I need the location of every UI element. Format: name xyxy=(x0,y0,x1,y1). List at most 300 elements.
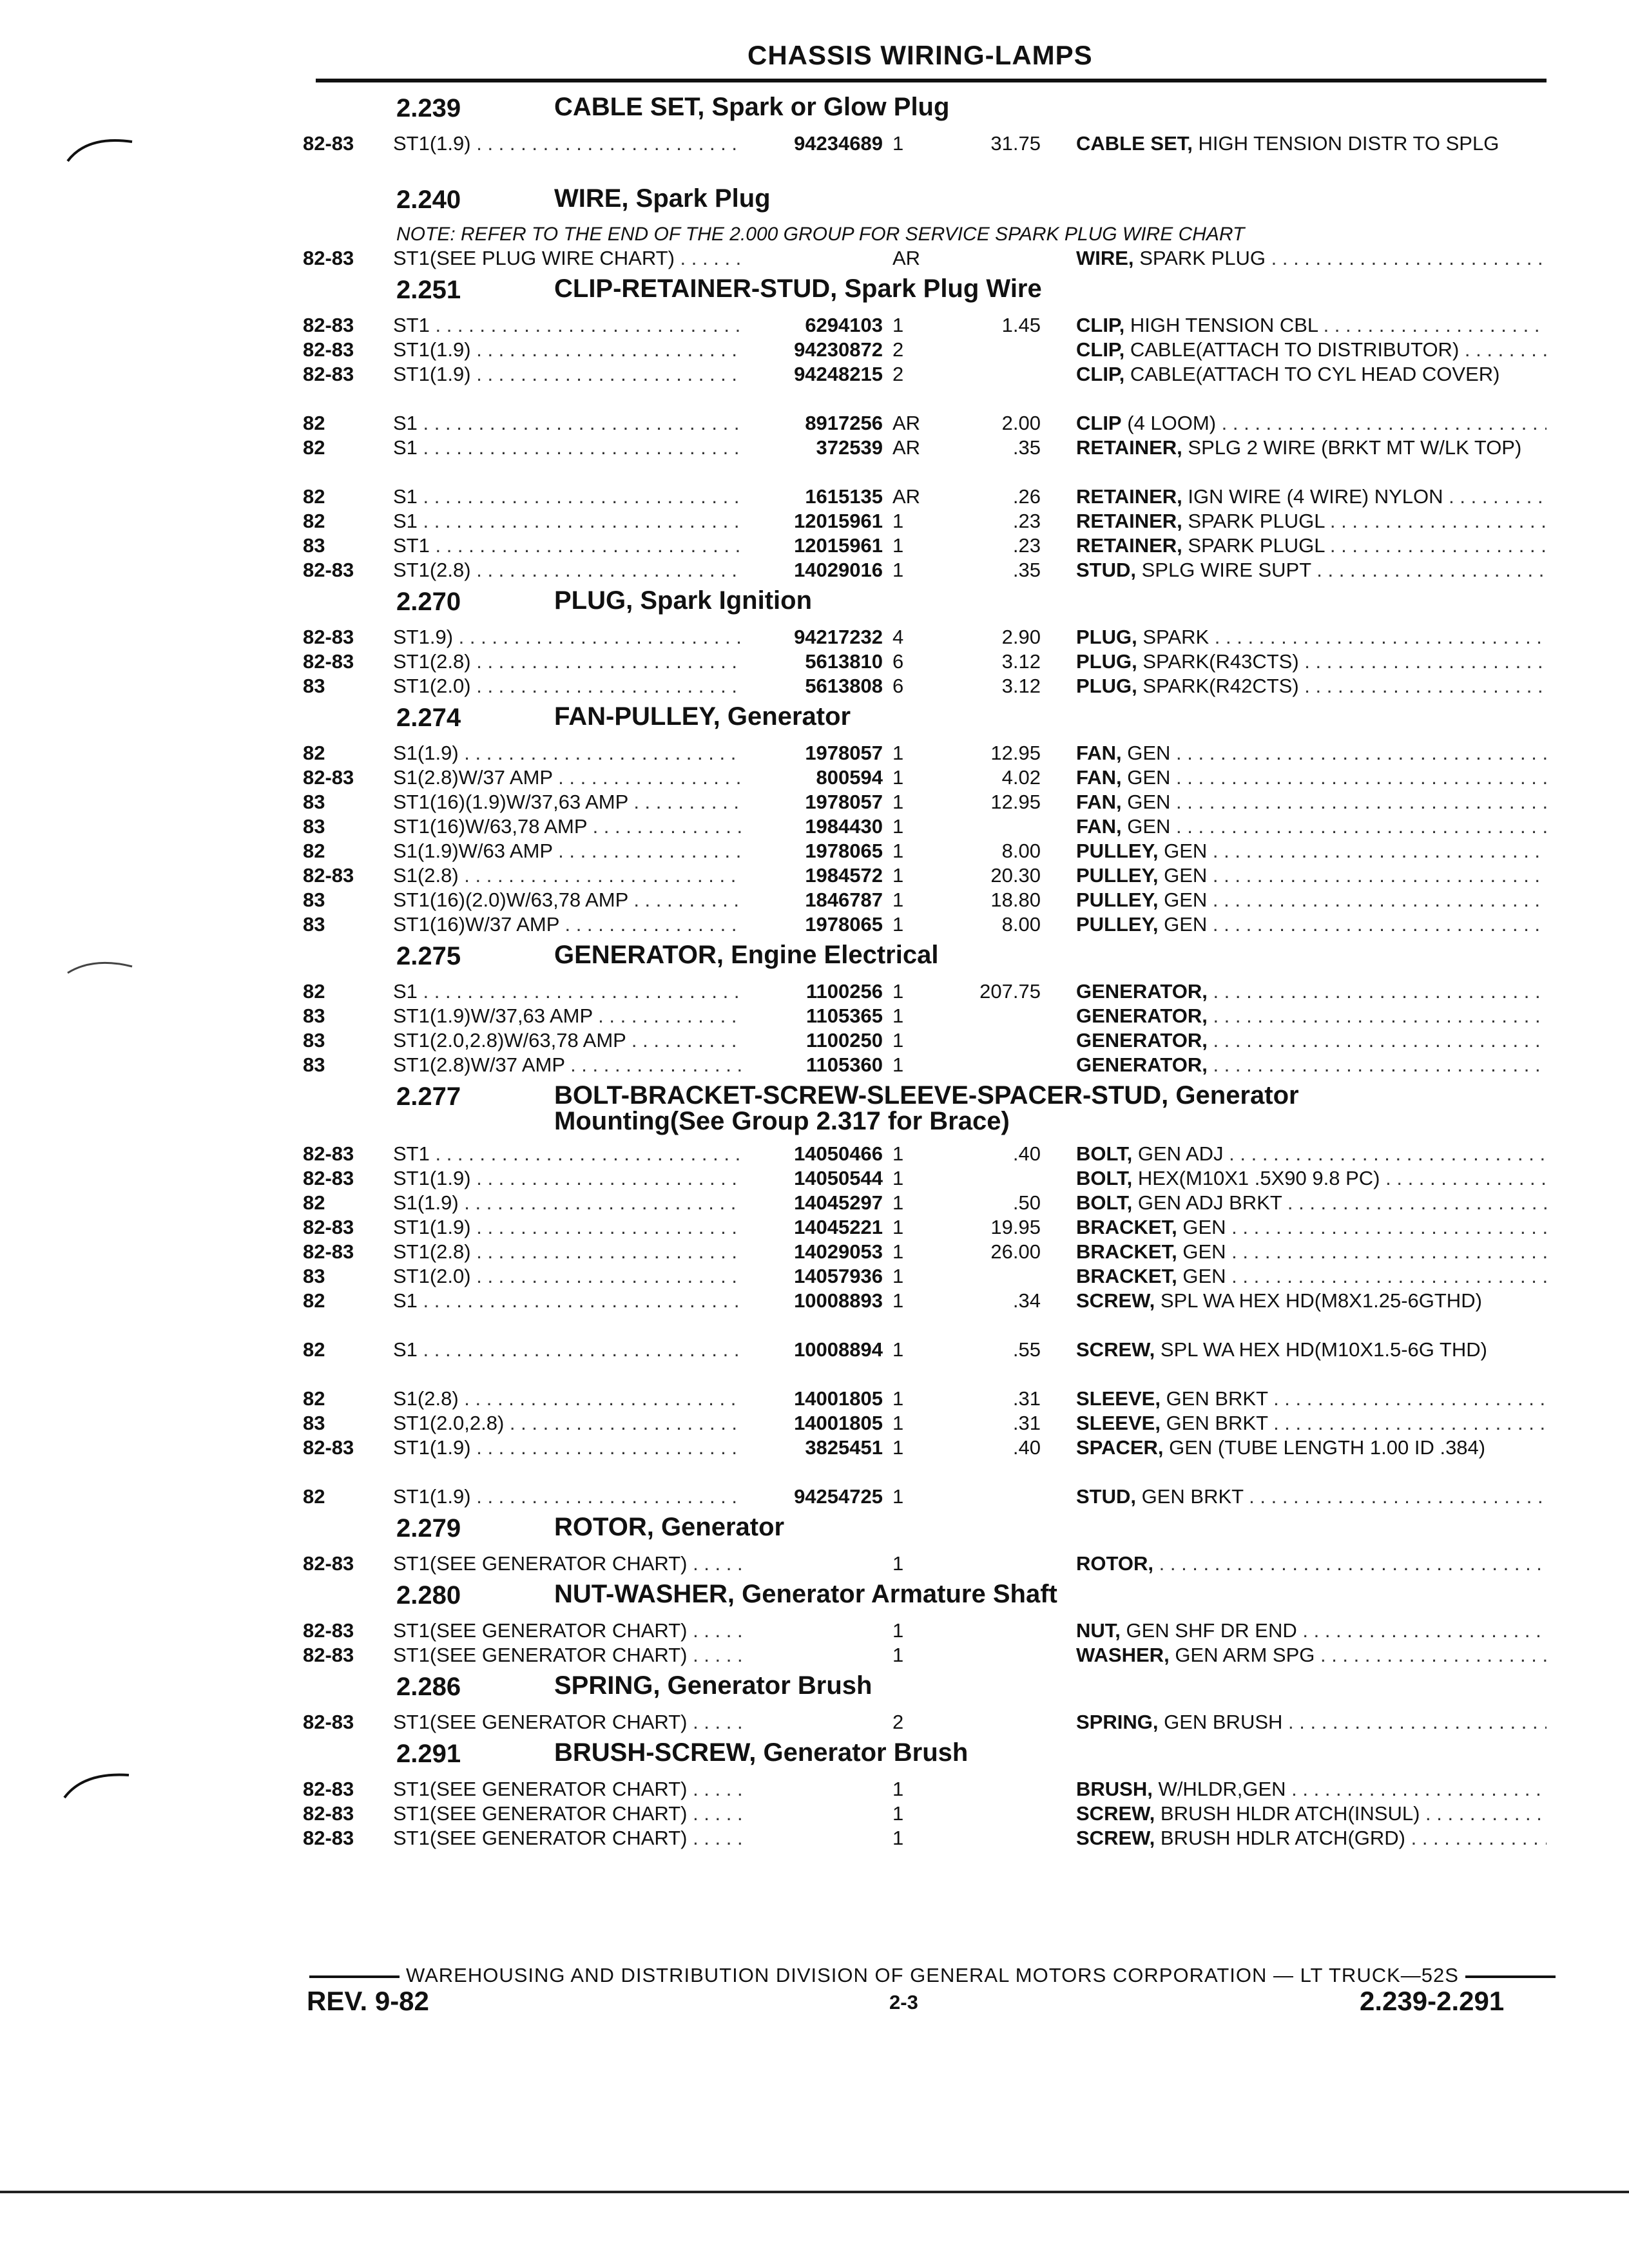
part-name: CLIP, xyxy=(1076,363,1125,385)
part-group xyxy=(303,582,1553,698)
part-description xyxy=(1076,979,1547,1004)
group-number: 2.240 xyxy=(396,186,461,214)
group-heading xyxy=(303,271,1553,313)
price: 3.12 xyxy=(1001,675,1041,697)
part-number: 8917256 xyxy=(805,412,883,434)
footer-dash-left xyxy=(309,1975,400,1978)
model-year: 82-83 xyxy=(303,314,354,336)
group-title: NUT-WASHER, Generator Armature Shaft xyxy=(554,1580,1057,1608)
part-group xyxy=(303,1576,1553,1667)
part-description xyxy=(1076,1338,1547,1387)
part-description xyxy=(1076,888,1547,912)
group-number: 2.270 xyxy=(396,588,461,616)
part-name: GENERATOR, xyxy=(1076,980,1208,1003)
part-detail: SPLG WIRE SUPT xyxy=(1141,559,1311,581)
part-row xyxy=(303,1387,1553,1411)
part-detail: GEN ADJ BRKT xyxy=(1137,1191,1282,1214)
part-detail: GEN xyxy=(1164,889,1208,911)
part-group xyxy=(303,937,1553,1077)
part-description xyxy=(1076,1053,1547,1077)
model-year: 82-83 xyxy=(303,650,354,673)
series-application: S1(1.9) . . . xyxy=(393,1191,741,1215)
part-name: STUD, xyxy=(1076,559,1136,581)
series-application: S1 . . . xyxy=(393,1289,741,1313)
quantity: 1 xyxy=(892,1029,904,1052)
group-title: CABLE SET, Spark or Glow Plug xyxy=(554,93,950,121)
part-description xyxy=(1076,362,1547,411)
group-heading xyxy=(303,1509,1553,1552)
price: 4.02 xyxy=(1001,766,1041,789)
quantity: 1 xyxy=(892,840,904,862)
scan-mark-2 xyxy=(61,954,139,979)
quantity: 1 xyxy=(892,1387,904,1410)
quantity: 1 xyxy=(892,1436,904,1459)
part-name: PULLEY, xyxy=(1076,889,1159,911)
part-detail: HIGH TENSION DISTR TO SPLG xyxy=(1198,132,1499,155)
price: .40 xyxy=(1012,1142,1041,1165)
part-group xyxy=(303,271,1553,582)
part-number: 94230872 xyxy=(794,338,883,361)
series-application: ST1(SEE GENERATOR CHART) . . . xyxy=(393,1643,741,1667)
part-row xyxy=(303,558,1553,582)
quantity: AR xyxy=(892,247,921,269)
part-row xyxy=(303,1004,1553,1028)
part-row xyxy=(303,1436,1553,1485)
series-application: ST1(1.9) . . . xyxy=(393,131,741,156)
footer-division: WAREHOUSING AND DISTRIBUTION DIVISION OF GENERAL MOTORS CORPORATION — LT TRUCK—52S xyxy=(406,1964,1459,1986)
part-description xyxy=(1076,1485,1547,1509)
part-number: 800594 xyxy=(816,766,883,789)
part-name: PLUG, xyxy=(1076,675,1137,697)
group-title: GENERATOR, Engine Electrical xyxy=(554,941,939,969)
model-year: 83 xyxy=(303,534,325,557)
group-heading xyxy=(303,1077,1553,1142)
quantity: AR xyxy=(892,412,921,434)
part-detail: SPLG 2 WIRE (BRKT MT W/LK TOP) xyxy=(1188,436,1522,459)
part-detail: CABLE(ATTACH TO DISTRIBUTOR) xyxy=(1130,338,1460,361)
part-number: 94217232 xyxy=(794,626,883,648)
part-description xyxy=(1076,338,1547,362)
quantity: 1 xyxy=(892,1619,904,1642)
part-group xyxy=(303,180,1553,271)
part-description xyxy=(1076,1028,1547,1053)
part-row xyxy=(303,1643,1553,1667)
part-detail: BRUSH HDLR ATCH(GRD) xyxy=(1160,1827,1405,1849)
part-detail: HEX(M10X1 .5X90 9.8 PC) xyxy=(1137,1167,1380,1189)
part-description xyxy=(1076,509,1547,533)
model-year: 83 xyxy=(303,815,325,838)
part-name: PLUG, xyxy=(1076,626,1137,648)
part-name: FAN, xyxy=(1076,791,1122,813)
quantity: 2 xyxy=(892,1711,904,1733)
quantity: 1 xyxy=(892,1053,904,1076)
part-description xyxy=(1076,741,1547,765)
part-row xyxy=(303,1142,1553,1166)
part-row xyxy=(303,1053,1553,1077)
part-row xyxy=(303,1777,1553,1802)
footer-page-number: 2-3 xyxy=(889,1991,918,2013)
series-application: ST1(1.9) . . . xyxy=(393,1485,741,1509)
quantity: 1 xyxy=(892,1412,904,1434)
price: .26 xyxy=(1012,485,1041,508)
series-application: S1 . . . xyxy=(393,979,741,1004)
model-year: 82-83 xyxy=(303,1240,354,1263)
model-year: 82-83 xyxy=(303,247,354,269)
part-detail: GEN ARM SPG xyxy=(1175,1644,1315,1666)
series-application: S1(2.8) . . . xyxy=(393,1387,741,1411)
model-year: 83 xyxy=(303,1412,325,1434)
series-application: ST1(16)W/63,78 AMP . . . xyxy=(393,814,741,839)
quantity: 1 xyxy=(892,534,904,557)
model-year: 82 xyxy=(303,412,325,434)
part-description xyxy=(1076,1619,1547,1643)
part-row xyxy=(303,1028,1553,1053)
series-application: ST1(SEE GENERATOR CHART) . . . xyxy=(393,1802,741,1826)
part-number: 94234689 xyxy=(794,132,883,155)
series-application: ST1(2.0,2.8)W/63,78 AMP . . . xyxy=(393,1028,741,1053)
part-row xyxy=(303,1552,1553,1576)
series-application: ST1(1.9) . . . xyxy=(393,362,741,387)
part-detail: GEN ADJ xyxy=(1137,1142,1224,1165)
model-year: 82 xyxy=(303,1289,325,1312)
part-row xyxy=(303,649,1553,674)
part-number: 5613810 xyxy=(805,650,883,673)
part-name: RETAINER, xyxy=(1076,485,1182,508)
part-description xyxy=(1076,1826,1547,1850)
part-number: 14001805 xyxy=(794,1412,883,1434)
part-detail: BRUSH HLDR ATCH(INSUL) xyxy=(1160,1802,1420,1825)
price: 3.12 xyxy=(1001,650,1041,673)
part-number: 14029053 xyxy=(794,1240,883,1263)
part-group xyxy=(303,1077,1553,1509)
part-detail: GEN xyxy=(1182,1216,1226,1238)
part-number: 12015961 xyxy=(794,534,883,557)
quantity: 1 xyxy=(892,889,904,911)
quantity: 1 xyxy=(892,510,904,532)
page-title: CHASSIS WIRING-LAMPS xyxy=(747,40,1093,70)
group-heading xyxy=(303,1735,1553,1777)
part-row xyxy=(303,790,1553,814)
part-row xyxy=(303,1166,1553,1191)
part-detail: GEN (TUBE LENGTH 1.00 ID .384) xyxy=(1169,1436,1486,1459)
series-application: ST1(1.9) . . . xyxy=(393,338,741,362)
group-number: 2.291 xyxy=(396,1740,461,1768)
part-description xyxy=(1076,1411,1547,1436)
series-application: ST1(16)(2.0)W/63,78 AMP . . . xyxy=(393,888,741,912)
quantity: 1 xyxy=(892,1191,904,1214)
price: 26.00 xyxy=(990,1240,1041,1263)
model-year: 83 xyxy=(303,1004,325,1027)
part-description xyxy=(1076,1777,1547,1802)
part-detail: GEN xyxy=(1164,864,1208,887)
price: 1.45 xyxy=(1001,314,1041,336)
quantity: 6 xyxy=(892,650,904,673)
quantity: AR xyxy=(892,436,921,459)
model-year: 82-83 xyxy=(303,1167,354,1189)
part-detail: SPARK PLUGL xyxy=(1188,510,1325,532)
model-year: 83 xyxy=(303,913,325,936)
part-row xyxy=(303,1289,1553,1338)
part-description xyxy=(1076,1643,1547,1667)
quantity: 1 xyxy=(892,559,904,581)
model-year: 82 xyxy=(303,742,325,764)
quantity: 1 xyxy=(892,1778,904,1800)
part-detail: GEN xyxy=(1164,840,1208,862)
part-detail: GEN BRUSH xyxy=(1164,1711,1283,1733)
series-application: S1 . . . xyxy=(393,509,741,533)
part-description xyxy=(1076,1436,1547,1485)
part-detail: GEN xyxy=(1182,1240,1226,1263)
group-number: 2.280 xyxy=(396,1581,461,1610)
part-number: 1100256 xyxy=(806,980,883,1003)
quantity: 1 xyxy=(892,1167,904,1189)
part-name: FAN, xyxy=(1076,815,1122,838)
model-year: 83 xyxy=(303,1029,325,1052)
part-number: 1984572 xyxy=(805,864,883,887)
part-detail: GEN xyxy=(1164,913,1208,936)
part-number: 1615135 xyxy=(805,485,883,508)
series-application: ST1(2.8) . . . xyxy=(393,558,741,582)
series-application: S1(2.8) . . . xyxy=(393,863,741,888)
part-row xyxy=(303,485,1553,509)
price: .31 xyxy=(1012,1387,1041,1410)
price: 20.30 xyxy=(990,864,1041,887)
series-application: S1(1.9)W/63 AMP . . . xyxy=(393,839,741,863)
model-year: 82-83 xyxy=(303,1644,354,1666)
model-year: 82-83 xyxy=(303,1711,354,1733)
part-row xyxy=(303,625,1553,649)
scan-mark-3 xyxy=(58,1765,135,1804)
part-description xyxy=(1076,1191,1547,1215)
price: .35 xyxy=(1012,559,1041,581)
group-heading xyxy=(303,698,1553,741)
part-row xyxy=(303,1215,1553,1240)
model-year: 83 xyxy=(303,889,325,911)
quantity: 2 xyxy=(892,363,904,385)
part-name: BOLT, xyxy=(1076,1142,1133,1165)
part-detail: SPARK(R43CTS) xyxy=(1142,650,1299,673)
model-year: 82-83 xyxy=(303,626,354,648)
part-row xyxy=(303,246,1553,271)
quantity: 1 xyxy=(892,766,904,789)
price: .55 xyxy=(1012,1338,1041,1361)
part-row xyxy=(303,436,1553,485)
series-application: ST1(16)W/37 AMP . . . xyxy=(393,912,741,937)
part-name: STUD, xyxy=(1076,1485,1136,1508)
part-name: RETAINER, xyxy=(1076,510,1182,532)
part-detail: GEN xyxy=(1127,791,1171,813)
part-number: 1105360 xyxy=(806,1053,883,1076)
series-application: S1 . . . xyxy=(393,485,741,509)
part-description xyxy=(1076,625,1547,649)
part-description xyxy=(1076,131,1547,180)
part-description xyxy=(1076,1552,1547,1576)
price: 31.75 xyxy=(990,132,1041,155)
part-row xyxy=(303,1411,1553,1436)
part-detail: GEN xyxy=(1182,1265,1226,1287)
part-name: SCREW, xyxy=(1076,1338,1155,1361)
part-detail: GEN SHF DR END xyxy=(1126,1619,1297,1642)
group-title: ROTOR, Generator xyxy=(554,1513,785,1541)
part-name: PULLEY, xyxy=(1076,864,1159,887)
model-year: 82-83 xyxy=(303,766,354,789)
group-title: BOLT-BRACKET-SCREW-SLEEVE-SPACER-STUD, Generator Mounting(See Group 2.317 for Brace) xyxy=(554,1081,1299,1135)
part-description xyxy=(1076,863,1547,888)
part-detail: GEN xyxy=(1127,766,1171,789)
series-application: ST1(1.9) . . . xyxy=(393,1166,741,1191)
quantity: 6 xyxy=(892,675,904,697)
part-name: ROTOR, xyxy=(1076,1552,1153,1575)
group-heading xyxy=(303,1576,1553,1619)
part-detail: SPARK(R42CTS) xyxy=(1142,675,1299,697)
part-name: CLIP, xyxy=(1076,338,1125,361)
series-application: ST1(1.9)W/37,63 AMP . . . xyxy=(393,1004,741,1028)
footer-revision: REV. 9-82 xyxy=(307,1986,429,2016)
quantity: AR xyxy=(892,485,921,508)
part-number: 14045221 xyxy=(794,1216,883,1238)
part-name: RETAINER, xyxy=(1076,436,1182,459)
part-row xyxy=(303,1338,1553,1387)
part-row xyxy=(303,509,1553,533)
model-year: 82-83 xyxy=(303,559,354,581)
part-row xyxy=(303,131,1553,180)
part-row xyxy=(303,1264,1553,1289)
part-number: 14050466 xyxy=(794,1142,883,1165)
part-name: SLEEVE, xyxy=(1076,1387,1161,1410)
series-application: ST1(SEE GENERATOR CHART) . . . xyxy=(393,1826,741,1850)
series-application: ST1(1.9) . . . xyxy=(393,1436,741,1460)
part-number: 1984430 xyxy=(805,815,883,838)
quantity: 1 xyxy=(892,1265,904,1287)
part-number: 6294103 xyxy=(805,314,883,336)
part-description xyxy=(1076,814,1547,839)
part-group xyxy=(303,1735,1553,1850)
part-number: 14050544 xyxy=(794,1167,883,1189)
series-application: S1(2.8)W/37 AMP . . . xyxy=(393,765,741,790)
part-description xyxy=(1076,649,1547,674)
part-row xyxy=(303,362,1553,411)
part-row xyxy=(303,839,1553,863)
part-description xyxy=(1076,674,1547,698)
part-description xyxy=(1076,246,1547,271)
series-application: ST1(SEE GENERATOR CHART) . . . xyxy=(393,1777,741,1802)
part-description xyxy=(1076,1802,1547,1826)
price: .23 xyxy=(1012,534,1041,557)
model-year: 82 xyxy=(303,485,325,508)
part-detail: SPARK PLUG xyxy=(1139,247,1266,269)
quantity: 1 xyxy=(892,132,904,155)
part-row xyxy=(303,313,1553,338)
price: 18.80 xyxy=(990,889,1041,911)
model-year: 82-83 xyxy=(303,132,354,155)
model-year: 82-83 xyxy=(303,1436,354,1459)
quantity: 1 xyxy=(892,1216,904,1238)
part-number: 1100250 xyxy=(806,1029,883,1052)
price: 2.00 xyxy=(1001,412,1041,434)
footer-group-range: 2.239-2.291 xyxy=(1360,1986,1505,2016)
part-description xyxy=(1076,765,1547,790)
part-name: CABLE SET, xyxy=(1076,132,1193,155)
quantity: 1 xyxy=(892,1004,904,1027)
price: 19.95 xyxy=(990,1216,1041,1238)
series-application: S1 . . . xyxy=(393,436,741,460)
part-number: 94254725 xyxy=(794,1485,883,1508)
model-year: 82-83 xyxy=(303,1802,354,1825)
series-application: S1(1.9) . . . xyxy=(393,741,741,765)
part-row xyxy=(303,814,1553,839)
series-application: ST1(SEE GENERATOR CHART) . . . xyxy=(393,1552,741,1576)
part-name: FAN, xyxy=(1076,742,1122,764)
price: .50 xyxy=(1012,1191,1041,1214)
model-year: 82-83 xyxy=(303,363,354,385)
quantity: 1 xyxy=(892,913,904,936)
part-row xyxy=(303,1619,1553,1643)
series-application: ST1(2.0,2.8) . . . xyxy=(393,1411,741,1436)
part-description xyxy=(1076,1166,1547,1191)
quantity: 1 xyxy=(892,980,904,1003)
parts-catalog xyxy=(303,89,1553,1850)
group-number: 2.274 xyxy=(396,704,461,732)
group-title: WIRE, Spark Plug xyxy=(554,184,771,213)
model-year: 82 xyxy=(303,436,325,459)
price: .40 xyxy=(1012,1436,1041,1459)
group-note: NOTE: REFER TO THE END OF THE 2.000 GROUP FOR SERVICE SPARK PLUG WIRE CHART xyxy=(396,224,1245,245)
model-year: 82-83 xyxy=(303,1216,354,1238)
series-application: ST1(SEE GENERATOR CHART) . . . xyxy=(393,1619,741,1643)
part-name: SCREW, xyxy=(1076,1827,1155,1849)
part-row xyxy=(303,863,1553,888)
part-description xyxy=(1076,1710,1547,1735)
price: 207.75 xyxy=(979,980,1041,1003)
part-detail: GEN xyxy=(1127,742,1171,764)
part-name: BOLT, xyxy=(1076,1191,1133,1214)
part-name: SPRING, xyxy=(1076,1711,1159,1733)
part-number: 14001805 xyxy=(794,1387,883,1410)
part-description xyxy=(1076,485,1547,509)
part-row xyxy=(303,741,1553,765)
part-name: SPACER, xyxy=(1076,1436,1164,1459)
part-detail: SPL WA HEX HD(M8X1.25-6GTHD) xyxy=(1160,1289,1482,1312)
model-year: 82 xyxy=(303,510,325,532)
part-detail: SPL WA HEX HD(M10X1.5-6G THD) xyxy=(1160,1338,1487,1361)
part-detail: HIGH TENSION CBL xyxy=(1130,314,1318,336)
quantity: 1 xyxy=(892,1827,904,1849)
model-year: 82-83 xyxy=(303,1778,354,1800)
group-number: 2.286 xyxy=(396,1673,461,1701)
model-year: 82 xyxy=(303,1191,325,1214)
part-name: BRUSH, xyxy=(1076,1778,1153,1800)
part-detail: GEN BRKT xyxy=(1141,1485,1244,1508)
price: .35 xyxy=(1012,436,1041,459)
part-row xyxy=(303,1710,1553,1735)
group-number: 2.239 xyxy=(396,94,461,122)
part-name: RETAINER, xyxy=(1076,534,1182,557)
part-row xyxy=(303,1485,1553,1509)
part-description xyxy=(1076,558,1547,582)
part-name: WIRE, xyxy=(1076,247,1134,269)
part-description xyxy=(1076,533,1547,558)
part-row xyxy=(303,979,1553,1004)
series-application: ST1(2.8) . . . xyxy=(393,1240,741,1264)
model-year: 82 xyxy=(303,1387,325,1410)
group-heading xyxy=(303,582,1553,625)
part-name: BOLT, xyxy=(1076,1167,1133,1189)
quantity: 1 xyxy=(892,1338,904,1361)
part-name: SCREW, xyxy=(1076,1802,1155,1825)
part-description xyxy=(1076,1142,1547,1166)
model-year: 82 xyxy=(303,1485,325,1508)
group-title: FAN-PULLEY, Generator xyxy=(554,702,851,731)
